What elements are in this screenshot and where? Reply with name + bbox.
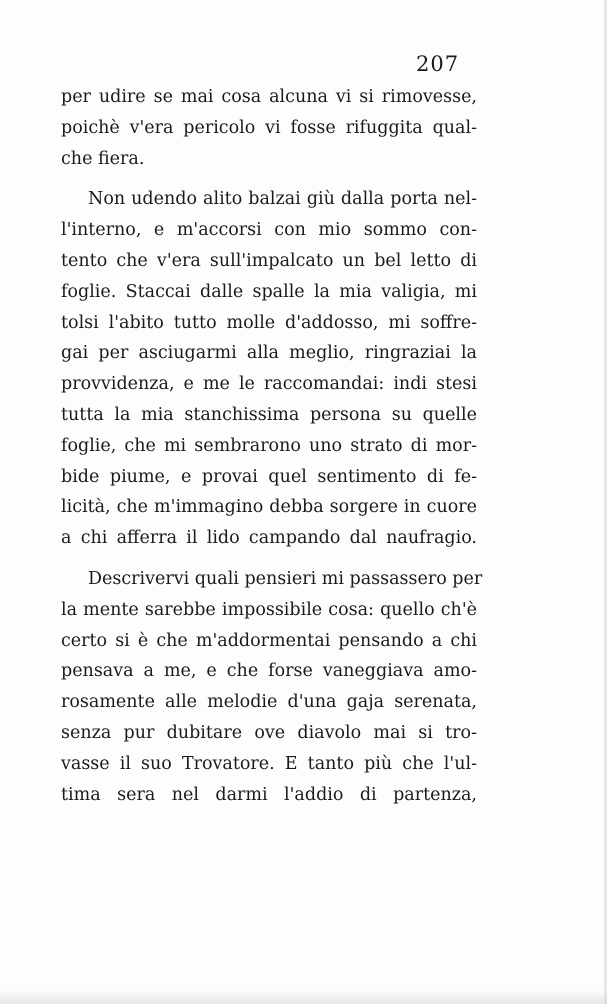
body-text	[61, 82, 483, 810]
text-line: l'interno, e m'accorsi con mio sommo con-	[61, 220, 477, 241]
text-line: a chi afferra il lido campando dal naufragio.	[61, 528, 477, 549]
text-line: tento che v'era sull'impalcato un bel letto di	[61, 250, 477, 271]
text-line: bide piume, e provai quel sentimento di fe-	[61, 466, 477, 487]
page-number: 207	[416, 52, 460, 76]
text-line: vasse il suo Trovatore. E tanto più che l'ul-	[61, 753, 477, 774]
text-line: licità, che m'immagino debba sorgere in cuore	[61, 497, 477, 518]
text-line: provvidenza, e me le raccomandai: indi stesi	[61, 374, 477, 395]
text-line: tolsi l'abito tutto molle d'addosso, mi soffre-	[61, 312, 477, 333]
text-line: poichè v'era pericolo vi fosse rifuggita qual-	[61, 117, 477, 138]
text-line: foglie, che mi sembrarono uno strato di mor-	[61, 435, 477, 456]
text-line: Non udendo alito balzai giù dalla porta nel-	[88, 189, 477, 210]
text-line: tutta la mia stanchissima persona su quelle	[61, 404, 477, 425]
text-line: la mente sarebbe impossibile cosa: quello ch'è	[61, 599, 477, 620]
text-line: foglie. Staccai dalle spalle la mia valigia, mi	[61, 281, 477, 302]
paragraph-gap	[61, 174, 477, 184]
paragraph-gap	[61, 554, 477, 564]
text-line: per udire se mai cosa alcuna vi si rimovesse,	[61, 87, 477, 107]
scan-bottom-edge	[0, 990, 607, 1004]
text-line: senza pur dubitare ove diavolo mai si tro-	[61, 722, 477, 743]
text-line: che fiera.	[61, 148, 145, 169]
text-line: pensava a me, e che forse vaneggiava amo-	[61, 661, 477, 682]
text-line: Descrivervi quali pensieri mi passassero per	[88, 568, 483, 589]
text-line: certo si è che m'addormentai pensando a chi	[61, 630, 477, 651]
text-line: rosamente alle melodie d'una gaja serenata,	[61, 692, 477, 713]
text-line: gai per asciugarmi alla meglio, ringraziai la	[61, 343, 477, 364]
text-line: tima sera nel darmi l'addio di partenza,	[61, 784, 477, 805]
